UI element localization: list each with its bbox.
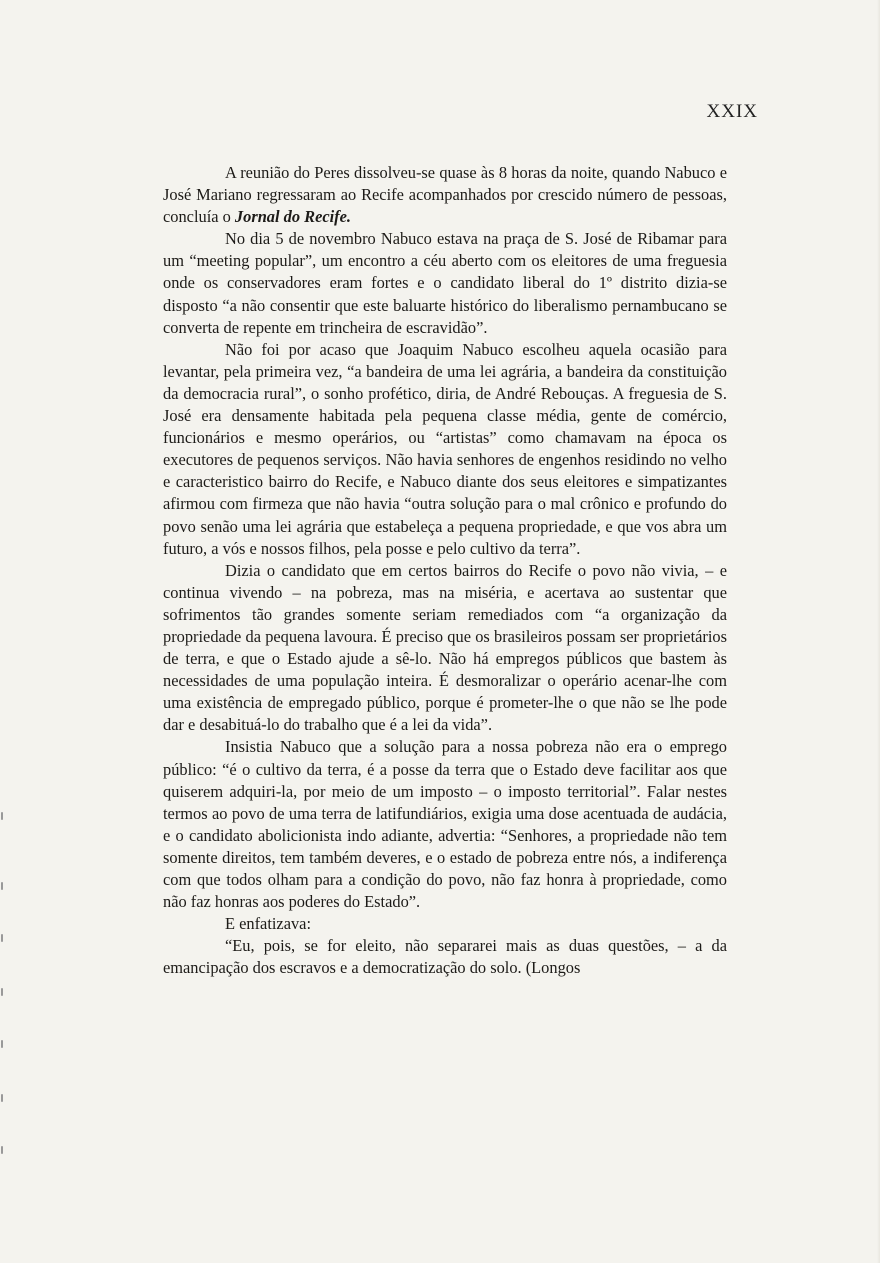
margin-mark	[1, 1040, 3, 1048]
paragraph-6: E enfatizava:	[225, 914, 311, 934]
paragraph-1	[163, 162, 727, 228]
margin-mark	[1, 988, 3, 996]
paragraph-2: No dia 5 de novembro Nabuco estava na praça de S. José de Ribamar para um “meeting popular”, um encontro a céu aberto com os eleitores de uma freguesia onde os conservadores eram fortes e o candidato liberal do 1º distrito dizia-se disposto “a não consentir que este baluarte histórico do liberalismo pernambucano se converta de repente em trincheira de escravidão”.	[163, 229, 727, 337]
newspaper-title: Jornal do Recife.	[234, 207, 352, 227]
margin-mark	[1, 882, 3, 890]
margin-mark	[1, 1146, 3, 1154]
paragraph-4: Dizia o candidato que em certos bairros do Recife o povo não vivia, – e continua vivendo – na pobreza, mas na miséria, e acertava ao sustentar que sofrimentos tão grandes somente seriam remediados com “a organização da propriedade da pequena lavoura. É preciso que os brasileiros possam ser proprietários de terra, e que o Estado ajude a sê-lo. Não há empregos públicos que bastem às necessidades de uma população inteira. É desmoralizar o operário acenar-lhe com uma existência de empregado público, porque é prometer-lhe o que não se lhe pode dar e desabituá-lo do trabalho que é a lei da vida”.	[163, 560, 727, 735]
paragraph-5: Insistia Nabuco que a solução para a nossa pobreza não era o emprego público: “é o cultivo da terra, é a posse da terra que o Estado deve facilitar aos que quiserem adquiri-la, por meio de um imposto – o imposto territorial”. Falar nestes termos ao povo de uma terra de latifundiários, exigia uma dose acentuada de audácia, e o candidato abolicionista indo adiante, advertia: “Senhores, a propriedade não tem somente direitos, tem também deveres, e o estado de pobreza entre nós, a indiferença com que todos olham para a condição do povo, não faz honra à propriedade, como não faz honras aos poderes do Estado”.	[163, 737, 727, 912]
margin-mark	[1, 934, 3, 942]
paragraph-7: “Eu, pois, se for eleito, não separarei mais as duas questões, – a da emancipação dos escravos e a democratização do solo. (Longos	[163, 936, 727, 978]
margin-mark	[1, 1094, 3, 1102]
margin-mark	[1, 812, 3, 820]
paragraph-1-text: A reunião do Peres dissolveu-se quase às 8 horas da noite, quando Nabuco e José Mariano regressaram ao Recife acompanhados por crescido número de pessoas, concluía o	[163, 163, 727, 227]
body-text	[163, 162, 727, 979]
page-number: XXIX	[706, 101, 758, 122]
paragraph-3: Não foi por acaso que Joaquim Nabuco escolheu aquela ocasião para levantar, pela primeira vez, “a bandeira de uma lei agrária, a bandeira da constituição da democracia rural”, o sonho profético, diria, de André Rebouças. A freguesia de S. José era densamente habitada pela pequena classe média, gente de comércio, funcionários e mesmo operários, ou “artistas” como chamavam na época os executores de pequenos serviços. Não havia senhores de engenhos residindo no velho e caracteristico bairro do Recife, e Nabuco diante dos seus eleitores e simpatizantes afirmou com firmeza que não havia “outra solução para o mal crônico e profundo do povo senão uma lei agrária que estabeleça a pequena propriedade, e que vos abra um futuro, a vós e nossos filhos, pela posse e pelo cultivo da terra”.	[163, 339, 727, 558]
